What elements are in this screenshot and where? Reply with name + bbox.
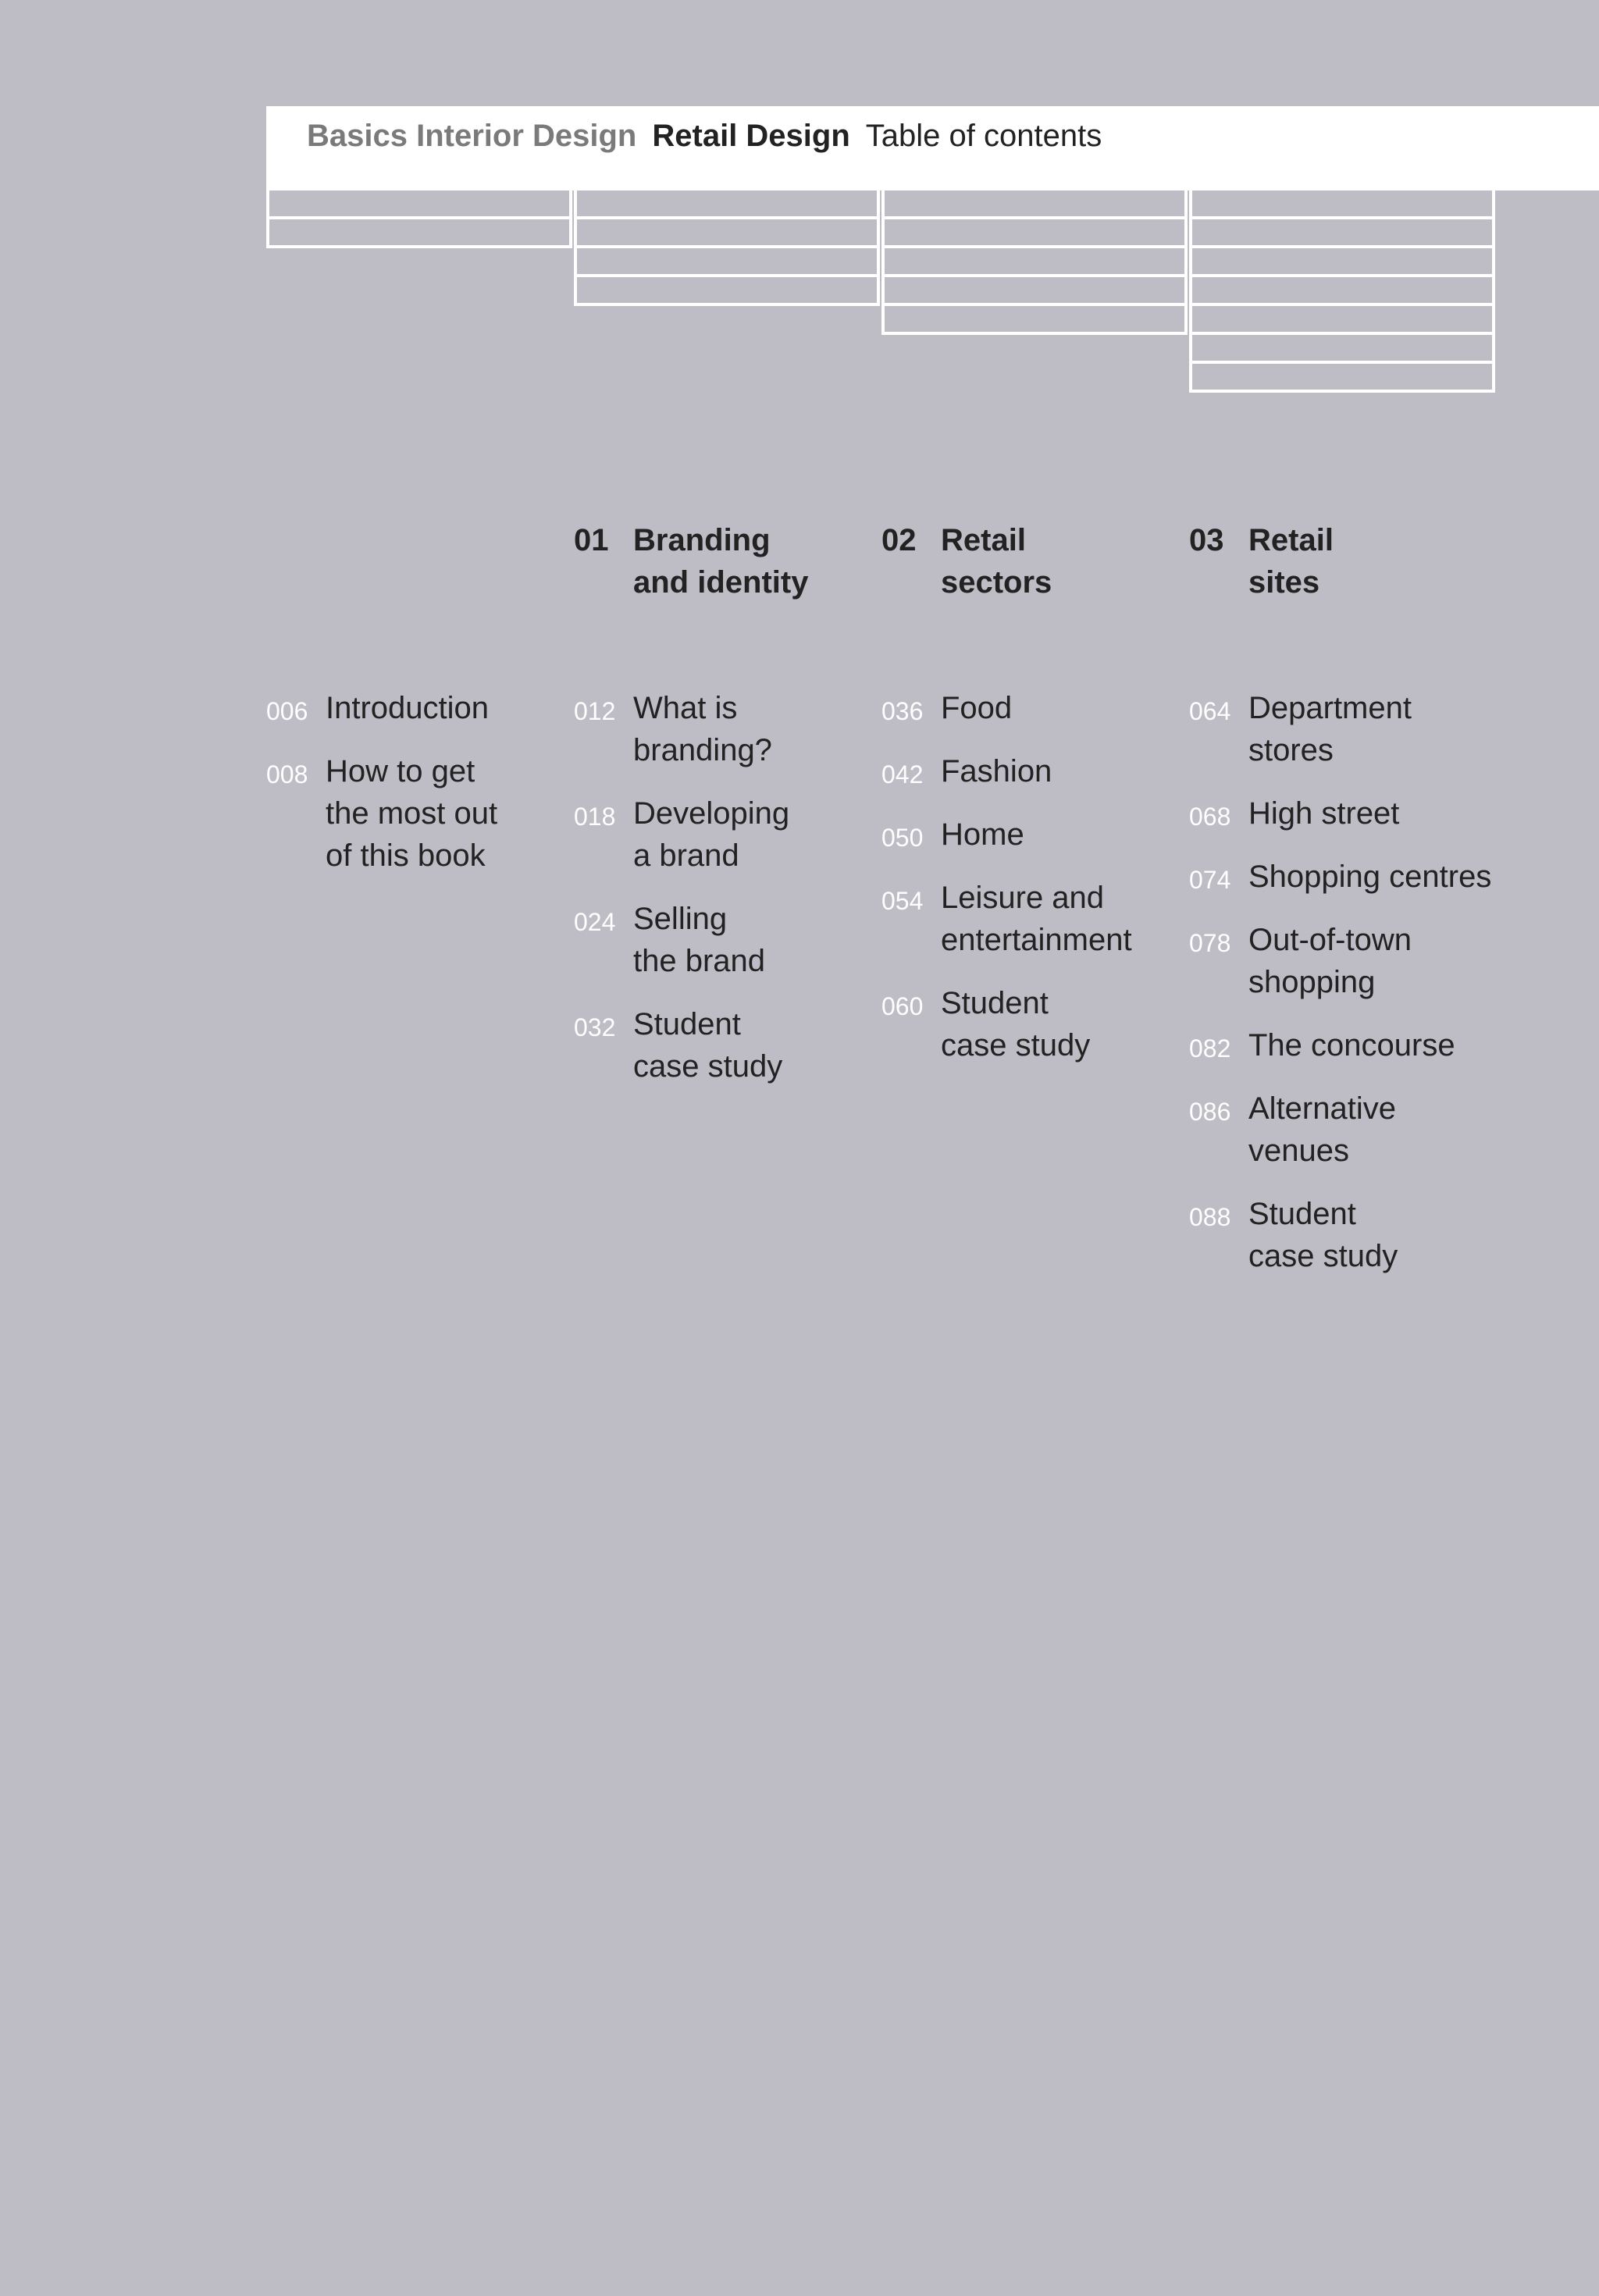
nav-grid-chapter-1 [574, 190, 880, 306]
nav-grid-cell [881, 277, 1188, 306]
toc-page-number: 036 [881, 697, 924, 725]
toc-entry-high-street[interactable] [1189, 792, 1501, 835]
chapter-number: 03 [1189, 523, 1224, 557]
toc-entry-how-to-get-the-most[interactable] [266, 750, 579, 877]
nav-grid-intro [266, 190, 572, 248]
toc-page-number: 050 [881, 824, 924, 852]
toc-entry-title: Shopping centres [1248, 860, 1492, 894]
toc-entry-food[interactable] [881, 687, 1194, 729]
nav-grid-cell [881, 190, 1188, 219]
toc-entry-title: How to get the most out of this book [326, 754, 498, 873]
toc-page-number: 042 [881, 760, 924, 788]
nav-grid-cell [266, 190, 572, 219]
toc-entry-out-of-town-shopping[interactable] [1189, 919, 1501, 1003]
book-title: Retail Design [652, 119, 850, 153]
toc-entry-student-case-study[interactable] [881, 982, 1194, 1066]
toc-entry-title: Introduction [326, 691, 490, 725]
toc-entry-title: Food [941, 691, 1013, 725]
header-bar [266, 106, 1599, 190]
toc-page-number: 006 [266, 697, 308, 725]
running-header [307, 120, 1102, 151]
toc-page-number: 032 [574, 1013, 616, 1041]
chapter-title: Retail sites [1248, 523, 1334, 600]
toc-page-number: 074 [1189, 866, 1231, 894]
nav-grid-cell [266, 219, 572, 248]
toc-entry-title: Student case study [1248, 1197, 1398, 1273]
toc-page-number: 064 [1189, 697, 1231, 725]
toc-list-chapter-2 [881, 687, 1194, 1087]
chapter-number: 02 [881, 523, 917, 557]
toc-page-number: 054 [881, 887, 924, 915]
toc-entry-title: Out-of-town shopping [1248, 923, 1412, 999]
toc-page-number: 060 [881, 992, 924, 1020]
toc-entry-title: Student case study [633, 1007, 783, 1084]
nav-grid-cell [574, 219, 880, 248]
nav-grid-cell [1189, 248, 1495, 277]
toc-entry-title: Selling the brand [633, 902, 766, 978]
toc-entry-the-concourse[interactable] [1189, 1024, 1501, 1066]
toc-page-number: 068 [1189, 803, 1231, 831]
toc-entry-title: Leisure and entertainment [941, 881, 1132, 957]
toc-page-number: 086 [1189, 1098, 1231, 1126]
toc-entry-developing-a-brand[interactable] [574, 792, 886, 877]
nav-grid-cell [881, 306, 1188, 335]
chapter-title: Retail sectors [941, 523, 1052, 600]
toc-entry-alternative-venues[interactable] [1189, 1087, 1501, 1172]
toc-entry-home[interactable] [881, 813, 1194, 856]
nav-grid-cell [1189, 219, 1495, 248]
toc-entry-title: Department stores [1248, 691, 1412, 767]
toc-entry-department-stores[interactable] [1189, 687, 1501, 771]
toc-entry-selling-the-brand[interactable] [574, 898, 886, 982]
chapter-number: 01 [574, 523, 609, 557]
nav-grid-cell [1189, 306, 1495, 335]
nav-grid-chapter-2 [881, 190, 1188, 335]
toc-entry-title: Developing a brand [633, 796, 790, 873]
nav-grid-cell [574, 248, 880, 277]
nav-grid-cell [1189, 335, 1495, 364]
toc-page-number: 018 [574, 803, 616, 831]
toc-entry-student-case-study[interactable] [1189, 1193, 1501, 1277]
nav-grid-cell [574, 190, 880, 219]
toc-entry-title: Fashion [941, 754, 1052, 788]
toc-page-number: 082 [1189, 1034, 1231, 1063]
toc-page-number: 008 [266, 760, 308, 788]
toc-entry-title: High street [1248, 796, 1400, 831]
toc-entry-fashion[interactable] [881, 750, 1194, 792]
nav-grid-chapter-3 [1189, 190, 1495, 393]
section-title: Table of contents [865, 119, 1102, 153]
toc-list-chapter-3 [1189, 687, 1501, 1298]
toc-entry-student-case-study[interactable] [574, 1003, 886, 1087]
series-title: Basics Interior Design [307, 119, 637, 153]
toc-list-chapter-1 [574, 687, 886, 1109]
toc-page-number: 078 [1189, 929, 1231, 957]
toc-page-number: 024 [574, 908, 616, 936]
nav-grid-cell [881, 219, 1188, 248]
toc-entry-title: The concourse [1248, 1028, 1455, 1063]
toc-entry-leisure-and-entertainment[interactable] [881, 877, 1194, 961]
chapter-title: Branding and identity [633, 523, 809, 600]
nav-grid-cell [1189, 364, 1495, 393]
toc-entry-title: Alternative venues [1248, 1091, 1396, 1168]
nav-grid-cell [881, 248, 1188, 277]
nav-grid-cell [1189, 277, 1495, 306]
toc-entry-shopping-centres[interactable] [1189, 856, 1501, 898]
toc-entry-title: Home [941, 817, 1024, 852]
toc-entry-title: Student case study [941, 986, 1091, 1063]
toc-entry-title: What is branding? [633, 691, 772, 767]
nav-grid-cell [1189, 190, 1495, 219]
toc-entry-introduction[interactable] [266, 687, 579, 729]
toc-page-number: 088 [1189, 1203, 1231, 1231]
nav-grid-cell [574, 277, 880, 306]
toc-entry-what-is-branding[interactable] [574, 687, 886, 771]
toc-list-intro [266, 687, 579, 898]
toc-page-number: 012 [574, 697, 616, 725]
